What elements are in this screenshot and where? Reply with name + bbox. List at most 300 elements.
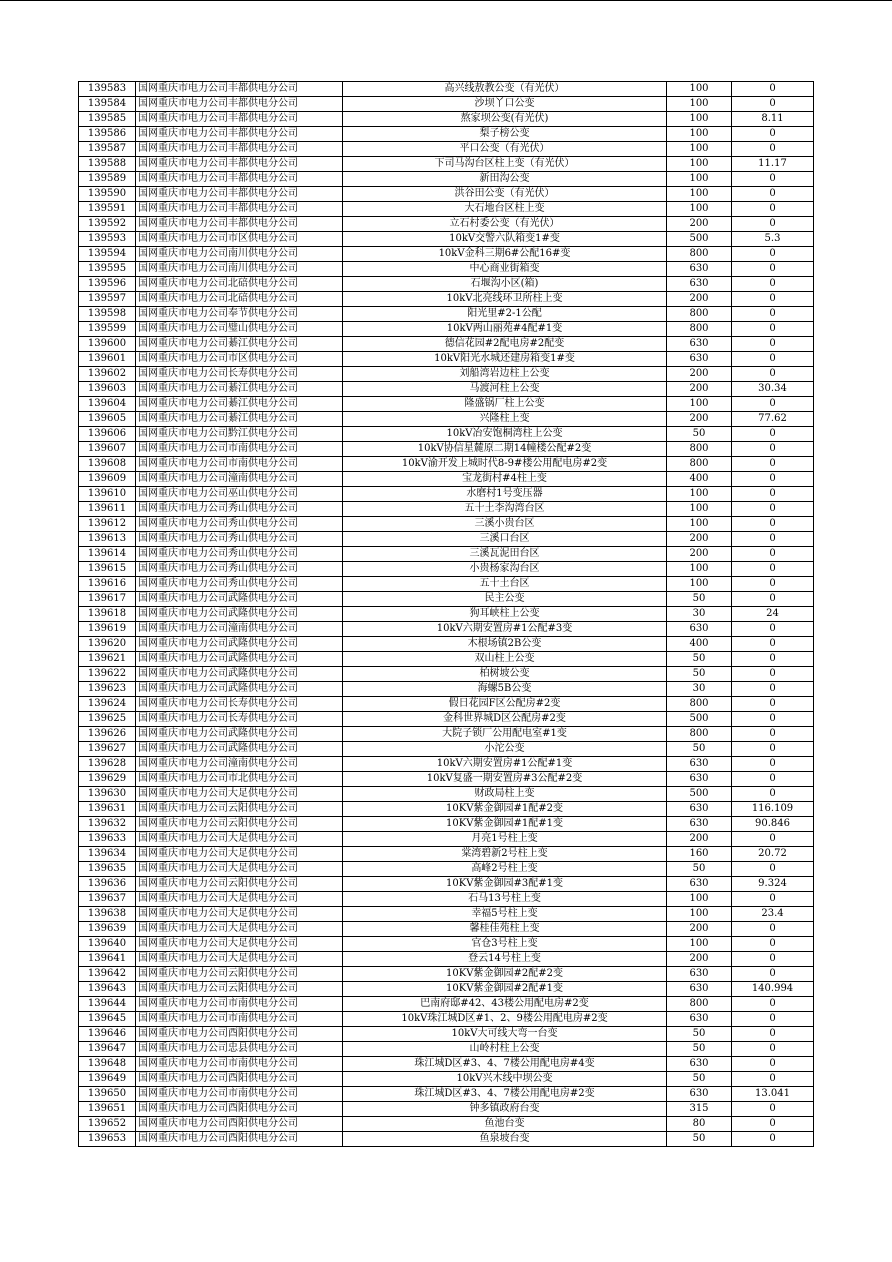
value-cell: 0 xyxy=(732,172,814,187)
table-row xyxy=(79,892,814,907)
capacity-cell: 160 xyxy=(667,847,732,862)
value-cell: 13.041 xyxy=(732,1087,814,1102)
capacity-cell: 200 xyxy=(667,412,732,427)
table-row xyxy=(79,547,814,562)
value-cell: 30.34 xyxy=(732,382,814,397)
company-cell: 国网重庆市电力公司市南供电分公司 xyxy=(136,1012,343,1027)
record-id-cell: 139617 xyxy=(79,592,136,607)
table-row xyxy=(79,952,814,967)
company-cell: 国网重庆市电力公司南川供电分公司 xyxy=(136,247,343,262)
value-cell: 0 xyxy=(732,967,814,982)
record-id-cell: 139597 xyxy=(79,292,136,307)
table-row xyxy=(79,82,814,97)
table-row xyxy=(79,862,814,877)
company-cell: 国网重庆市电力公司武隆供电分公司 xyxy=(136,592,343,607)
record-id-cell: 139639 xyxy=(79,922,136,937)
record-id-cell: 139622 xyxy=(79,667,136,682)
transformer-name-cell: 狗耳峡柱上公变 xyxy=(343,607,667,622)
record-id-cell: 139596 xyxy=(79,277,136,292)
record-id-cell: 139627 xyxy=(79,742,136,757)
company-cell: 国网重庆市电力公司大足供电分公司 xyxy=(136,937,343,952)
table-row xyxy=(79,787,814,802)
capacity-cell: 50 xyxy=(667,1042,732,1057)
value-cell: 0 xyxy=(732,577,814,592)
company-cell: 国网重庆市电力公司綦江供电分公司 xyxy=(136,337,343,352)
transformer-name-cell: 五十土李沟湾台区 xyxy=(343,502,667,517)
capacity-cell: 200 xyxy=(667,292,732,307)
record-id-cell: 139616 xyxy=(79,577,136,592)
record-id-cell: 139632 xyxy=(79,817,136,832)
transformer-name-cell: 高峰2号柱上变 xyxy=(343,862,667,877)
table-row xyxy=(79,442,814,457)
company-cell: 国网重庆市电力公司丰都供电分公司 xyxy=(136,217,343,232)
capacity-cell: 800 xyxy=(667,322,732,337)
table-row xyxy=(79,937,814,952)
table-row xyxy=(79,367,814,382)
capacity-cell: 100 xyxy=(667,112,732,127)
transformer-name-cell: 洪谷田公变（有光伏） xyxy=(343,187,667,202)
capacity-cell: 630 xyxy=(667,817,732,832)
transformer-name-cell: 新田沟公变 xyxy=(343,172,667,187)
transformer-name-cell: 10kV珠江城D区#1、2、9楼公用配电房#2变 xyxy=(343,1012,667,1027)
capacity-cell: 200 xyxy=(667,217,732,232)
transformer-table-body xyxy=(79,82,814,1147)
company-cell: 国网重庆市电力公司丰都供电分公司 xyxy=(136,172,343,187)
transformer-name-cell: 三溪小贵台区 xyxy=(343,517,667,532)
company-cell: 国网重庆市电力公司南川供电分公司 xyxy=(136,262,343,277)
transformer-name-cell: 假日花园F区公配房#2变 xyxy=(343,697,667,712)
transformer-name-cell: 财政局柱上变 xyxy=(343,787,667,802)
record-id-cell: 139605 xyxy=(79,412,136,427)
capacity-cell: 800 xyxy=(667,247,732,262)
capacity-cell: 400 xyxy=(667,472,732,487)
company-cell: 国网重庆市电力公司大足供电分公司 xyxy=(136,907,343,922)
value-cell: 0 xyxy=(732,427,814,442)
transformer-name-cell: 石堰沟小区(箱) xyxy=(343,277,667,292)
value-cell: 0 xyxy=(732,727,814,742)
record-id-cell: 139631 xyxy=(79,802,136,817)
table-row xyxy=(79,1057,814,1072)
transformer-name-cell: 巴南府邸#42、43楼公用配电房#2变 xyxy=(343,997,667,1012)
table-row xyxy=(79,742,814,757)
capacity-cell: 50 xyxy=(667,742,732,757)
capacity-cell: 100 xyxy=(667,142,732,157)
table-row xyxy=(79,1117,814,1132)
transformer-name-cell: 德信花园#2配电房#2配变 xyxy=(343,337,667,352)
record-id-cell: 139619 xyxy=(79,622,136,637)
transformer-name-cell: 馨桂佳苑柱上变 xyxy=(343,922,667,937)
company-cell: 国网重庆市电力公司丰都供电分公司 xyxy=(136,157,343,172)
capacity-cell: 100 xyxy=(667,97,732,112)
capacity-cell: 200 xyxy=(667,547,732,562)
record-id-cell: 139591 xyxy=(79,202,136,217)
transformer-name-cell: 三溪瓦泥田台区 xyxy=(343,547,667,562)
transformer-name-cell: 木根场镇2B公变 xyxy=(343,637,667,652)
capacity-cell: 800 xyxy=(667,997,732,1012)
record-id-cell: 139635 xyxy=(79,862,136,877)
table-row xyxy=(79,412,814,427)
company-cell: 国网重庆市电力公司丰都供电分公司 xyxy=(136,112,343,127)
capacity-cell: 630 xyxy=(667,622,732,637)
table-row xyxy=(79,1027,814,1042)
value-cell: 0 xyxy=(732,352,814,367)
transformer-name-cell: 10kV复盛一期安置房#3公配#2变 xyxy=(343,772,667,787)
record-id-cell: 139640 xyxy=(79,937,136,952)
transformer-name-cell: 鱼泉坡台变 xyxy=(343,1132,667,1147)
transformer-name-cell: 立石村委公变（有光伏） xyxy=(343,217,667,232)
value-cell: 0 xyxy=(732,997,814,1012)
value-cell: 0 xyxy=(732,697,814,712)
record-id-cell: 139628 xyxy=(79,757,136,772)
company-cell: 国网重庆市电力公司酉阳供电分公司 xyxy=(136,1027,343,1042)
value-cell: 0 xyxy=(732,712,814,727)
company-cell: 国网重庆市电力公司酉阳供电分公司 xyxy=(136,1072,343,1087)
value-cell: 0 xyxy=(732,892,814,907)
record-id-cell: 139608 xyxy=(79,457,136,472)
transformer-name-cell: 10kV冶安饱桐湾柱上公变 xyxy=(343,427,667,442)
value-cell: 0 xyxy=(732,142,814,157)
company-cell: 国网重庆市电力公司綦江供电分公司 xyxy=(136,412,343,427)
company-cell: 国网重庆市电力公司武隆供电分公司 xyxy=(136,637,343,652)
capacity-cell: 100 xyxy=(667,172,732,187)
capacity-cell: 800 xyxy=(667,457,732,472)
capacity-cell: 200 xyxy=(667,382,732,397)
value-cell: 0 xyxy=(732,457,814,472)
record-id-cell: 139645 xyxy=(79,1012,136,1027)
capacity-cell: 100 xyxy=(667,502,732,517)
record-id-cell: 139586 xyxy=(79,127,136,142)
record-id-cell: 139606 xyxy=(79,427,136,442)
transformer-name-cell: 梨子榜公变 xyxy=(343,127,667,142)
table-row xyxy=(79,502,814,517)
value-cell: 11.17 xyxy=(732,157,814,172)
capacity-cell: 200 xyxy=(667,367,732,382)
company-cell: 国网重庆市电力公司秀山供电分公司 xyxy=(136,562,343,577)
table-row xyxy=(79,997,814,1012)
record-id-cell: 139647 xyxy=(79,1042,136,1057)
value-cell: 0 xyxy=(732,1027,814,1042)
transformer-name-cell: 高兴线敖教公变（有光伏） xyxy=(343,82,667,97)
value-cell: 0 xyxy=(732,337,814,352)
transformer-name-cell: 大石地台区柱上变 xyxy=(343,202,667,217)
capacity-cell: 800 xyxy=(667,442,732,457)
table-row xyxy=(79,967,814,982)
capacity-cell: 630 xyxy=(667,772,732,787)
company-cell: 国网重庆市电力公司市北供电分公司 xyxy=(136,772,343,787)
value-cell: 0 xyxy=(732,307,814,322)
capacity-cell: 100 xyxy=(667,127,732,142)
capacity-cell: 50 xyxy=(667,1027,732,1042)
table-row xyxy=(79,697,814,712)
record-id-cell: 139600 xyxy=(79,337,136,352)
table-row xyxy=(79,922,814,937)
value-cell: 0 xyxy=(732,367,814,382)
transformer-name-cell: 月亮1号柱上变 xyxy=(343,832,667,847)
record-id-cell: 139630 xyxy=(79,787,136,802)
company-cell: 国网重庆市电力公司丰都供电分公司 xyxy=(136,202,343,217)
value-cell: 0 xyxy=(732,742,814,757)
company-cell: 国网重庆市电力公司大足供电分公司 xyxy=(136,922,343,937)
transformer-name-cell: 10kV六期安置房#1公配#1变 xyxy=(343,757,667,772)
capacity-cell: 50 xyxy=(667,1132,732,1147)
record-id-cell: 139599 xyxy=(79,322,136,337)
capacity-cell: 100 xyxy=(667,517,732,532)
transformer-name-cell: 海螺5B公变 xyxy=(343,682,667,697)
capacity-cell: 100 xyxy=(667,157,732,172)
value-cell: 0 xyxy=(732,922,814,937)
record-id-cell: 139623 xyxy=(79,682,136,697)
transformer-name-cell: 登云14号柱上变 xyxy=(343,952,667,967)
record-id-cell: 139644 xyxy=(79,997,136,1012)
record-id-cell: 139592 xyxy=(79,217,136,232)
transformer-name-cell: 熬家坝公变(有光伏) xyxy=(343,112,667,127)
record-id-cell: 139584 xyxy=(79,97,136,112)
transformer-name-cell: 阳光里#2-1公配 xyxy=(343,307,667,322)
value-cell: 0 xyxy=(732,787,814,802)
capacity-cell: 800 xyxy=(667,307,732,322)
value-cell: 24 xyxy=(732,607,814,622)
value-cell: 0 xyxy=(732,622,814,637)
record-id-cell: 139614 xyxy=(79,547,136,562)
value-cell: 0 xyxy=(732,127,814,142)
company-cell: 国网重庆市电力公司忠县供电分公司 xyxy=(136,1042,343,1057)
capacity-cell: 500 xyxy=(667,787,732,802)
company-cell: 国网重庆市电力公司秀山供电分公司 xyxy=(136,577,343,592)
table-row xyxy=(79,337,814,352)
capacity-cell: 100 xyxy=(667,577,732,592)
transformer-name-cell: 双山柱上公变 xyxy=(343,652,667,667)
value-cell: 0 xyxy=(732,217,814,232)
transformer-name-cell: 10kV协信星麓原二期14幢楼公配#2变 xyxy=(343,442,667,457)
company-cell: 国网重庆市电力公司长寿供电分公司 xyxy=(136,712,343,727)
table-row xyxy=(79,397,814,412)
value-cell: 0 xyxy=(732,637,814,652)
company-cell: 国网重庆市电力公司大足供电分公司 xyxy=(136,862,343,877)
record-id-cell: 139585 xyxy=(79,112,136,127)
table-row xyxy=(79,1132,814,1147)
transformer-name-cell: 金科世界城D区公配房#2变 xyxy=(343,712,667,727)
table-row xyxy=(79,532,814,547)
company-cell: 国网重庆市电力公司市南供电分公司 xyxy=(136,1087,343,1102)
value-cell: 0 xyxy=(732,292,814,307)
transformer-name-cell: 隆盛锅厂柱上公变 xyxy=(343,397,667,412)
table-row xyxy=(79,712,814,727)
value-cell: 23.4 xyxy=(732,907,814,922)
capacity-cell: 630 xyxy=(667,352,732,367)
value-cell: 0 xyxy=(732,187,814,202)
value-cell: 0 xyxy=(732,487,814,502)
record-id-cell: 139626 xyxy=(79,727,136,742)
table-row xyxy=(79,487,814,502)
company-cell: 国网重庆市电力公司大足供电分公司 xyxy=(136,952,343,967)
table-row xyxy=(79,517,814,532)
company-cell: 国网重庆市电力公司綦江供电分公司 xyxy=(136,382,343,397)
value-cell: 77.62 xyxy=(732,412,814,427)
table-row xyxy=(79,757,814,772)
record-id-cell: 139621 xyxy=(79,652,136,667)
value-cell: 116.109 xyxy=(732,802,814,817)
transformer-name-cell: 10KV紫金御园#2配#1变 xyxy=(343,982,667,997)
record-id-cell: 139587 xyxy=(79,142,136,157)
record-id-cell: 139607 xyxy=(79,442,136,457)
company-cell: 国网重庆市电力公司大足供电分公司 xyxy=(136,892,343,907)
table-row xyxy=(79,157,814,172)
company-cell: 国网重庆市电力公司酉阳供电分公司 xyxy=(136,1132,343,1147)
value-cell: 0 xyxy=(732,517,814,532)
value-cell: 0 xyxy=(732,562,814,577)
capacity-cell: 80 xyxy=(667,1117,732,1132)
table-row xyxy=(79,772,814,787)
value-cell: 0 xyxy=(732,247,814,262)
transformer-name-cell: 10kV大可线大弯一台变 xyxy=(343,1027,667,1042)
table-row xyxy=(79,112,814,127)
company-cell: 国网重庆市电力公司璧山供电分公司 xyxy=(136,322,343,337)
company-cell: 国网重庆市电力公司武隆供电分公司 xyxy=(136,652,343,667)
table-row xyxy=(79,1012,814,1027)
table-row xyxy=(79,187,814,202)
capacity-cell: 50 xyxy=(667,652,732,667)
capacity-cell: 800 xyxy=(667,727,732,742)
value-cell: 0 xyxy=(732,277,814,292)
company-cell: 国网重庆市电力公司潼南供电分公司 xyxy=(136,757,343,772)
capacity-cell: 50 xyxy=(667,667,732,682)
transformer-name-cell: 10kV阳光水城还建房箱变1#变 xyxy=(343,352,667,367)
capacity-cell: 100 xyxy=(667,892,732,907)
value-cell: 0 xyxy=(732,862,814,877)
table-row xyxy=(79,472,814,487)
table-row xyxy=(79,727,814,742)
transformer-name-cell: 10kV两山丽苑#4配#1变 xyxy=(343,322,667,337)
record-id-cell: 139634 xyxy=(79,847,136,862)
value-cell: 0 xyxy=(732,502,814,517)
record-id-cell: 139613 xyxy=(79,532,136,547)
record-id-cell: 139594 xyxy=(79,247,136,262)
capacity-cell: 100 xyxy=(667,397,732,412)
company-cell: 国网重庆市电力公司大足供电分公司 xyxy=(136,832,343,847)
transformer-name-cell: 10KV紫金御园#1配#1变 xyxy=(343,817,667,832)
value-cell: 0 xyxy=(732,532,814,547)
company-cell: 国网重庆市电力公司巫山供电分公司 xyxy=(136,487,343,502)
transformer-name-cell: 兴隆柱上变 xyxy=(343,412,667,427)
value-cell: 0 xyxy=(732,937,814,952)
record-id-cell: 139598 xyxy=(79,307,136,322)
record-id-cell: 139593 xyxy=(79,232,136,247)
record-id-cell: 139589 xyxy=(79,172,136,187)
record-id-cell: 139629 xyxy=(79,772,136,787)
transformer-name-cell: 石马13号柱上变 xyxy=(343,892,667,907)
capacity-cell: 50 xyxy=(667,592,732,607)
transformer-name-cell: 鱼池台变 xyxy=(343,1117,667,1132)
value-cell: 0 xyxy=(732,202,814,217)
capacity-cell: 400 xyxy=(667,637,732,652)
capacity-cell: 630 xyxy=(667,262,732,277)
company-cell: 国网重庆市电力公司市区供电分公司 xyxy=(136,232,343,247)
capacity-cell: 630 xyxy=(667,1057,732,1072)
record-id-cell: 139610 xyxy=(79,487,136,502)
transformer-name-cell: 三溪口台区 xyxy=(343,532,667,547)
capacity-cell: 315 xyxy=(667,1102,732,1117)
transformer-name-cell: 珠江城D区#3、4、7楼公用配电房#2变 xyxy=(343,1087,667,1102)
value-cell: 0 xyxy=(732,952,814,967)
capacity-cell: 100 xyxy=(667,202,732,217)
record-id-cell: 139652 xyxy=(79,1117,136,1132)
value-cell: 0 xyxy=(732,82,814,97)
transformer-name-cell: 10kV兴木线中坝公变 xyxy=(343,1072,667,1087)
capacity-cell: 200 xyxy=(667,952,732,967)
record-id-cell: 139633 xyxy=(79,832,136,847)
capacity-cell: 800 xyxy=(667,697,732,712)
transformer-name-cell: 五十土台区 xyxy=(343,577,667,592)
company-cell: 国网重庆市电力公司长寿供电分公司 xyxy=(136,697,343,712)
company-cell: 国网重庆市电力公司秀山供电分公司 xyxy=(136,502,343,517)
value-cell: 0 xyxy=(732,262,814,277)
value-cell: 0 xyxy=(732,1042,814,1057)
capacity-cell: 500 xyxy=(667,712,732,727)
value-cell: 0 xyxy=(732,397,814,412)
transformer-name-cell: 珠江城D区#3、4、7楼公用配电房#4变 xyxy=(343,1057,667,1072)
capacity-cell: 630 xyxy=(667,337,732,352)
table-row xyxy=(79,382,814,397)
table-row xyxy=(79,217,814,232)
table-row xyxy=(79,877,814,892)
table-row xyxy=(79,622,814,637)
transformer-name-cell: 幸福5号柱上变 xyxy=(343,907,667,922)
table-row xyxy=(79,607,814,622)
table-row xyxy=(79,232,814,247)
table-row xyxy=(79,247,814,262)
table-row xyxy=(79,1087,814,1102)
table-row xyxy=(79,262,814,277)
capacity-cell: 200 xyxy=(667,532,732,547)
company-cell: 国网重庆市电力公司市区供电分公司 xyxy=(136,352,343,367)
value-cell: 0 xyxy=(732,757,814,772)
table-row xyxy=(79,457,814,472)
record-id-cell: 139609 xyxy=(79,472,136,487)
table-row xyxy=(79,277,814,292)
record-id-cell: 139624 xyxy=(79,697,136,712)
transformer-name-cell: 钟多镇政府台变 xyxy=(343,1102,667,1117)
record-id-cell: 139602 xyxy=(79,367,136,382)
company-cell: 国网重庆市电力公司丰都供电分公司 xyxy=(136,187,343,202)
table-row xyxy=(79,1102,814,1117)
record-id-cell: 139620 xyxy=(79,637,136,652)
transformer-table xyxy=(78,81,814,1147)
table-row xyxy=(79,577,814,592)
table-row xyxy=(79,817,814,832)
company-cell: 国网重庆市电力公司潼南供电分公司 xyxy=(136,472,343,487)
transformer-name-cell: 10kV交警六队箱变1#变 xyxy=(343,232,667,247)
company-cell: 国网重庆市电力公司武隆供电分公司 xyxy=(136,667,343,682)
capacity-cell: 100 xyxy=(667,907,732,922)
transformer-name-cell: 下司马沟台区柱上变（有光伏） xyxy=(343,157,667,172)
capacity-cell: 100 xyxy=(667,937,732,952)
company-cell: 国网重庆市电力公司秀山供电分公司 xyxy=(136,547,343,562)
capacity-cell: 100 xyxy=(667,562,732,577)
company-cell: 国网重庆市电力公司市南供电分公司 xyxy=(136,997,343,1012)
capacity-cell: 100 xyxy=(667,82,732,97)
record-id-cell: 139643 xyxy=(79,982,136,997)
company-cell: 国网重庆市电力公司云阳供电分公司 xyxy=(136,982,343,997)
table-row xyxy=(79,907,814,922)
capacity-cell: 30 xyxy=(667,607,732,622)
company-cell: 国网重庆市电力公司云阳供电分公司 xyxy=(136,967,343,982)
table-row xyxy=(79,562,814,577)
value-cell: 140.994 xyxy=(732,982,814,997)
table-row xyxy=(79,307,814,322)
value-cell: 0 xyxy=(732,1012,814,1027)
record-id-cell: 139648 xyxy=(79,1057,136,1072)
value-cell: 0 xyxy=(732,1102,814,1117)
